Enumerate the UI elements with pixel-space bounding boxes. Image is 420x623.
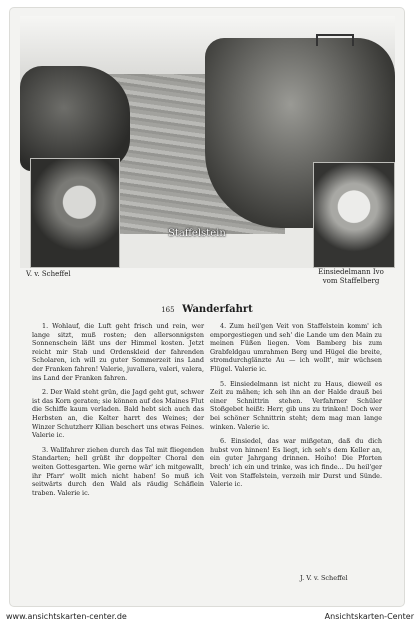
verse-2: 2. Der Wald steht grün, die Jagd geht gut, schwer ist das Korn geraten; sie können auf des Maines Flut die Schiffe kaum verladen. Bald hebt sich auch das Herbsten an, die Kelter harrt des Weines; der Winzer Schutzherr Kilian beschert uns etwas Feines. Valerie ic. bbox=[32, 388, 204, 440]
verses-left bbox=[32, 322, 204, 503]
song-title-text: Wanderfahrt bbox=[182, 304, 253, 315]
caption-scheffel: V. v. Scheffel bbox=[26, 270, 71, 278]
bench-icon bbox=[316, 34, 354, 46]
caption-line: Einsiedelmann Ivo bbox=[318, 268, 384, 276]
verses-right bbox=[210, 322, 382, 495]
footer-url[interactable]: www.ansichtskarten-center.de bbox=[6, 612, 127, 621]
song-number: 165 bbox=[161, 306, 175, 314]
footer-brand: Ansichtskarten-Center bbox=[324, 612, 414, 621]
verse-5: 5. Einsiedelmann ist nicht zu Haus, dieweil es Zeit zu mähen; ich seh ihn an der Halde drauß bei einer Schnittrin stehen. Verfahrner Schüler Stoßgebet heißt: Herr, gib uns zu trinken! Doch wer bei schöner Schnittrin steht; dem mag man lange winken. Valerie ic. bbox=[210, 379, 382, 431]
verse-3: 3. Wallfahrer ziehen durch das Tal mit fliegenden Standarten; hell grüßt ihr doppelter Choral den weiten Gottesgarten. Wie gerne wär' ich mitgewallt, ihr Pfarr' wollt mich nicht haben! So muß ich seitwärts durch den Wald als räudig Schäflein traben. Valerie ic. bbox=[32, 445, 204, 497]
verse-6: 6. Einsiedel, das war mißgetan, daß du dich hubst von hinnen! Es liegt, ich seh's dem Keller an, ein guter Jahrgang drinnen. Hoiho! Die Pforten brech' ich ein und trinke, was ich finde... Du heil'ger Veit von Staffelstein, verzeih mir Durst und Sünde. Valerie ic. bbox=[210, 437, 382, 489]
verse-1: 1. Wohlauf, die Luft geht frisch und rein, wer lange sitzt, muß rosten; den allersonnigsten Sonnenschein läßt uns der Himmel kosten. Jetzt reicht mir Stab und Ordenskleid der fahrenden Scholaren, ich will zu guter Sommerzeit ins Land der Franken fahren! Valerie, juvallera, valeri, valera, ins Land der Franken fahren. bbox=[32, 322, 204, 382]
caption-einsiedelmann bbox=[306, 268, 396, 286]
signature: J. V. v. Scheffel bbox=[300, 574, 348, 582]
rock-left bbox=[20, 66, 130, 171]
postcard bbox=[10, 8, 404, 606]
verse-4: 4. Zum heil'gen Veit von Staffelstein komm' ich emporgestiegen und seh' die Lande um den Main zu meinen Füßen liegen. Vom Bamberg bis zum Grabfeldgau umrahmen Berg und Hügel die breite, stromdurchglänzte Au — ich wollt', mir wüchsen Flügel. Valerie ic. bbox=[210, 322, 382, 373]
photo-collage bbox=[20, 16, 395, 268]
portrait-einsiedelmann bbox=[313, 162, 395, 268]
caption-line: vom Staffelberg bbox=[322, 277, 380, 285]
portrait-scheffel bbox=[30, 158, 120, 268]
town-label: Staffelstein bbox=[168, 228, 226, 239]
song-title bbox=[10, 304, 404, 315]
